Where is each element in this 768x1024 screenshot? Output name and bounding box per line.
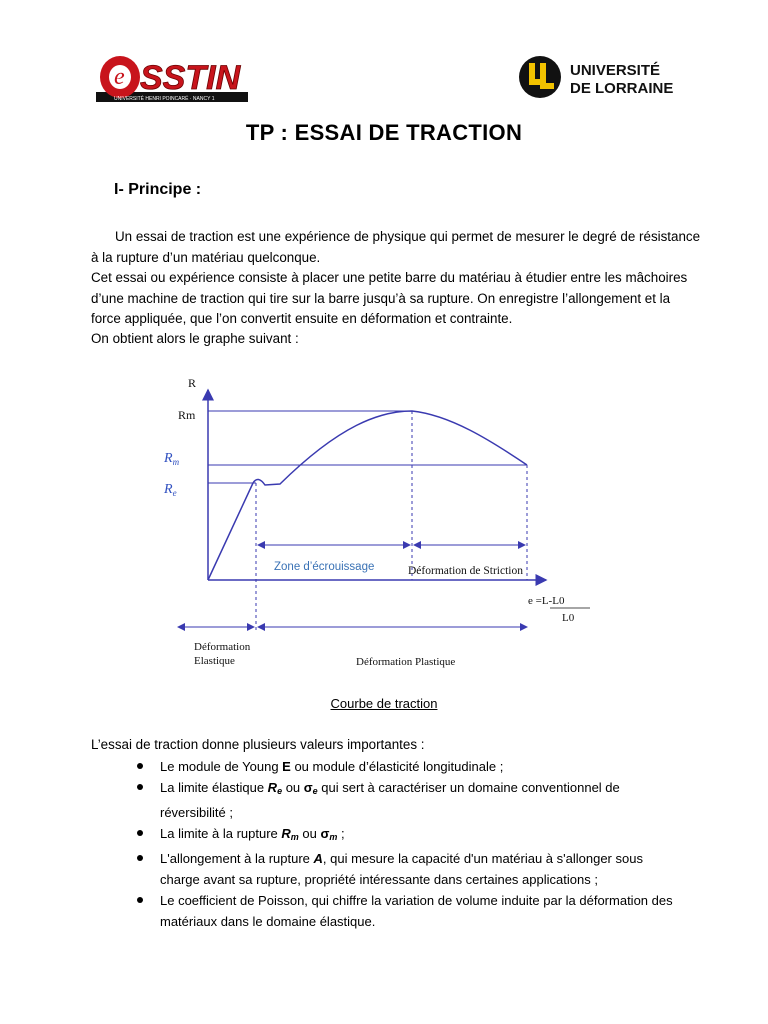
list-item: Le module de Young E ou module d’élasticité longitudinale ; xyxy=(91,756,681,777)
svg-text:e: e xyxy=(114,64,125,90)
rm-top-label: Rm xyxy=(178,408,196,422)
list-intro: L’essai de traction donne plusieurs valeurs importantes : xyxy=(91,737,425,752)
paragraph-3: On obtient alors le graphe suivant : xyxy=(91,331,299,346)
rm-label: $R_m$ xyxy=(164,451,180,467)
tensile-curve-diagram xyxy=(150,365,610,675)
y-axis-label: R xyxy=(188,376,197,390)
list-item: Le coefficient de Poisson, qui chiffre la variation de volume induite par la déformation des matériaux dans le domaine élastique. xyxy=(91,890,681,932)
x-axis-label-numerator: e =L-L0 xyxy=(528,595,565,607)
list-item: La limite élastique $R_e$ ou $\sigma_e$ qui sert à caractériser un domaine conventionnel de réversibilité ; xyxy=(91,777,681,823)
universite-lorraine-logo xyxy=(518,55,678,99)
lorraine-line2: DE LORRAINE xyxy=(570,80,674,97)
paragraph-2: Cet essai ou expérience consiste à placer une petite barre du matériau à étudier entre les mâchoires d’une machine de traction qui tire sur la barre jusqu’à sa rupture. On enregistre l’allongement et la force appliquée, que l’on convertit ensuite en déformation et contrainte. xyxy=(91,270,688,326)
list-item: La limite à la rupture $R_m$ ou $\sigma_m$ ; xyxy=(91,823,681,848)
x-axis-label-denominator: L0 xyxy=(562,612,575,624)
figure-caption: Courbe de traction xyxy=(330,696,438,711)
section-heading: I- Principe : xyxy=(114,181,202,198)
esstin-logo xyxy=(96,52,248,110)
zone-ecrouissage-label: Zone d’écrouissage xyxy=(274,561,375,573)
lorraine-line1: UNIVERSITÉ xyxy=(570,62,661,79)
elastic-label-line2: Elastique xyxy=(194,655,235,667)
elastic-label-line1: Déformation xyxy=(194,641,251,653)
esstin-logo-text: SSTIN xyxy=(140,59,241,97)
paragraph-1: Un essai de traction est une expérience de physique qui permet de mesurer le degré de résistance à la rupture d’un matériau quelconque. xyxy=(91,229,701,265)
plastic-label: Déformation Plastique xyxy=(356,656,456,668)
re-label: $R_e$ xyxy=(164,482,177,498)
values-list xyxy=(91,756,681,932)
zone-striction-label: Déformation de Striction xyxy=(408,565,523,577)
document-title: TP : ESSAI DE TRACTION xyxy=(245,120,523,145)
list-item: L'allongement à la rupture A, qui mesure la capacité d'un matériau à s'allonger sous charge avant sa rupture, propriété intéressante dans certaines applications ; xyxy=(91,848,681,890)
esstin-logo-subtext: UNIVERSITÉ HENRI POINCARÉ · NANCY 1 xyxy=(114,96,215,102)
